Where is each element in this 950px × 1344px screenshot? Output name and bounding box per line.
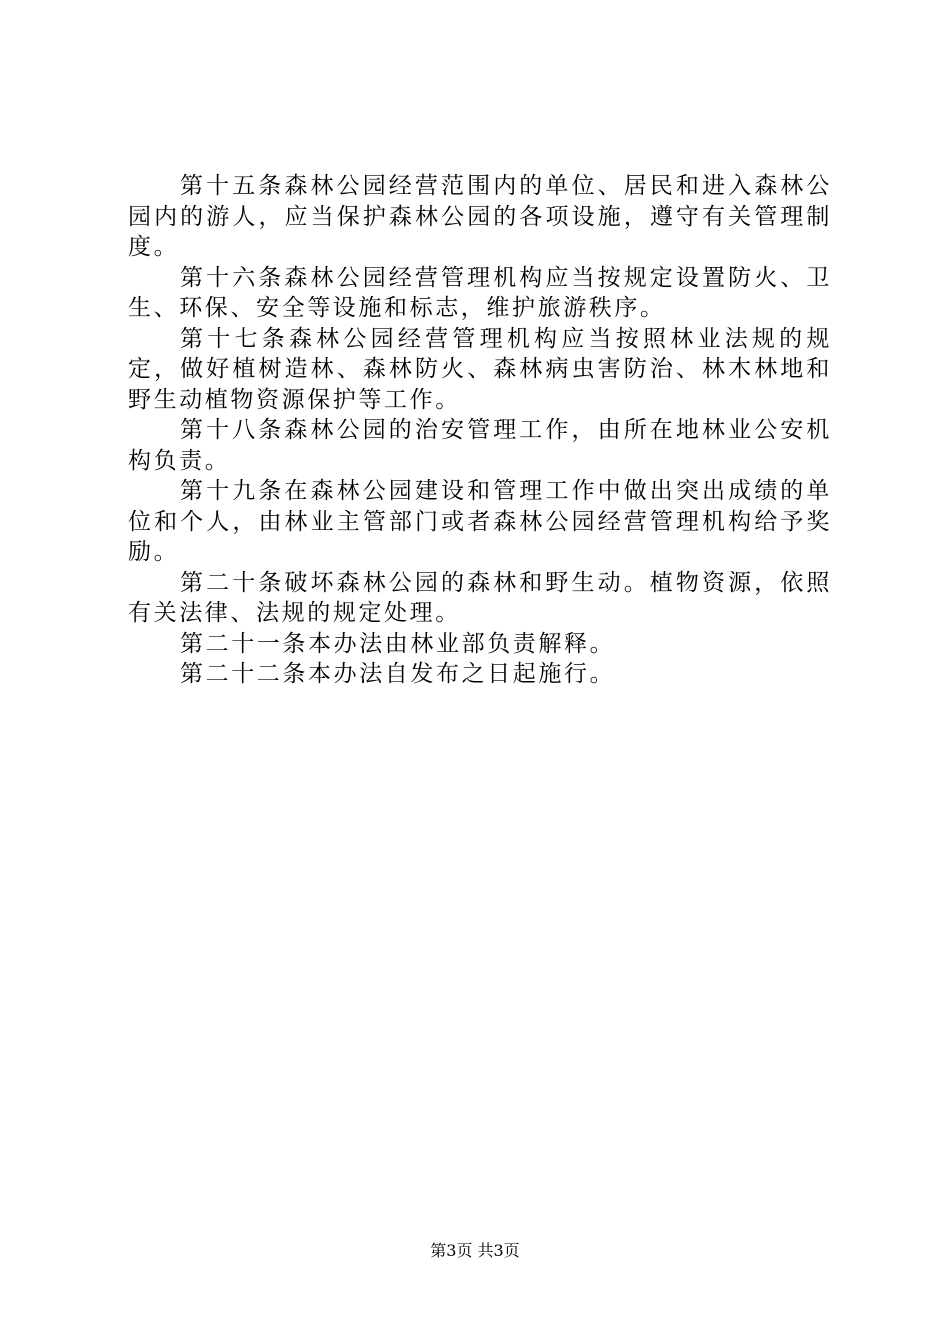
article-22: 第二十二条本办法自发布之日起施行。 [180, 661, 616, 687]
page-number-footer: 第3页 共3页 [430, 1241, 520, 1260]
article-15: 第十五条森林公园经营范围内的单位、居民和进入森林公园内的游人，应当保护森林公园的各项设施，遵守有关管理制度。 [128, 173, 832, 260]
document-body [128, 171, 832, 690]
article-19: 第十九条在森林公园建设和管理工作中做出突出成绩的单位和个人，由林业主管部门或者森林公园经营管理机构给予奖励。 [128, 478, 832, 565]
article-17: 第十七条森林公园经营管理机构应当按照林业法规的规定，做好植树造林、森林防火、森林病虫害防治、林木林地和野生动植物资源保护等工作。 [128, 325, 832, 413]
article-21: 第二十一条本办法由林业部负责解释。 [180, 630, 616, 657]
article-16: 第十六条森林公园经营管理机构应当按规定设置防火、卫生、环保、安全等设施和标志，维护旅游秩序。 [128, 264, 832, 321]
article-20: 第二十条破坏森林公园的森林和野生动。植物资源，依照有关法律、法规的规定处理。 [128, 569, 832, 626]
article-18: 第十八条森林公园的治安管理工作，由所在地林业公安机构负责。 [128, 417, 832, 474]
